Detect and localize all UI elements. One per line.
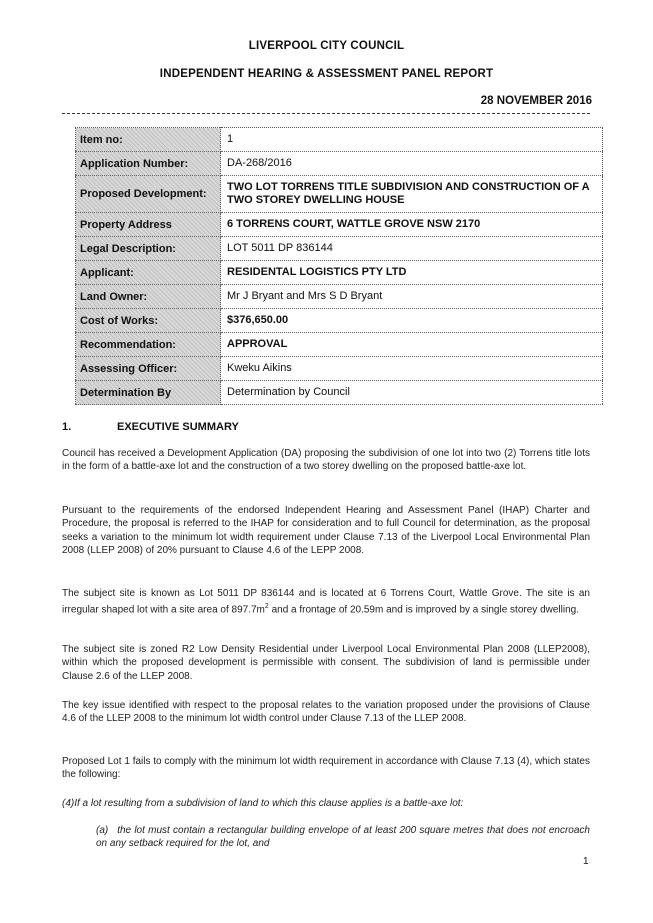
- row-value-legal-description: LOT 5011 DP 836144: [221, 237, 603, 261]
- table-row: [76, 213, 603, 237]
- clause-subitem-label: (a): [96, 825, 109, 836]
- row-label-applicant: Applicant:: [76, 261, 221, 285]
- row-label-item-no: Item no:: [76, 128, 221, 152]
- application-info-table: [75, 127, 603, 405]
- site-text-start: The subject site is known as Lot 5011 DP 836144 and is located at 6 Torrens Court, Wattle Grove. The site is an irregular shaped lot with a site area of 897.7m: [62, 588, 590, 616]
- paragraph-application-summary: Council has received a Development Application (DA) proposing the subdivision of one lot into two (2) Torrens title lots in the form of a battle-axe lot and the construction of a two storey dwelling on the proposed battle-axe lot.: [62, 448, 590, 473]
- row-value-cost-of-works: $376,650.00: [221, 309, 603, 333]
- paragraph-key-issue: The key issue identified with respect to the proposal relates to the variation proposed under the provisions of Clause 4.6 of the LLEP 2008 to the minimum lot width control under Clause 7.13 of the LLEP 2008.: [62, 700, 590, 725]
- section-title: EXECUTIVE SUMMARY: [117, 421, 239, 433]
- table-row: [76, 261, 603, 285]
- row-value-determination-by: Determination by Council: [221, 381, 603, 405]
- table-row: [76, 333, 603, 357]
- site-text-end: and a frontage of 20.59m and is improved by a single storey dwelling.: [268, 604, 579, 616]
- section-number: 1.: [62, 421, 72, 433]
- table-row: [76, 309, 603, 333]
- row-label-recommendation: Recommendation:: [76, 333, 221, 357]
- row-label-determination-by: Determination By: [76, 381, 221, 405]
- row-value-assessing-officer: Kweku Aikins: [221, 357, 603, 381]
- header-divider: [62, 113, 590, 114]
- table-row: [76, 285, 603, 309]
- paragraph-lot-width: Proposed Lot 1 fails to comply with the minimum lot width requirement in accordance with Clause 7.13 (4), which states the following:: [62, 756, 590, 781]
- table-row: [76, 128, 603, 152]
- clause-quote: (4)If a lot resulting from a subdivision of land to which this clause applies is a battle-axe lot:: [62, 798, 464, 809]
- section-heading: [62, 421, 239, 433]
- row-value-land-owner: Mr J Bryant and Mrs S D Bryant: [221, 285, 603, 309]
- table-row: [76, 237, 603, 261]
- clause-subitem-text: the lot must contain a rectangular building envelope of at least 200 square metres that does not encroach on any setback required for the lot, and: [96, 825, 590, 850]
- row-label-application-number: Application Number:: [76, 152, 221, 176]
- row-label-land-owner: Land Owner:: [76, 285, 221, 309]
- paragraph-site-description: [62, 587, 590, 617]
- table-row: [76, 381, 603, 405]
- report-date: 28 NOVEMBER 2016: [480, 95, 592, 107]
- paragraph-ihap-referral: Pursuant to the requirements of the endorsed Independent Hearing and Assessment Panel (IHAP) Charter and Procedure, the proposal is referred to the IHAP for consideration and to full Council for determination, as the proposal seeks a variation to the minimum lot width requirement under Clause 7.13 of the Liverpool Local Environmental Plan 2008 (LLEP 2008) of 20% pursuant to Clause 4.6 of the LEPP 2008.: [62, 505, 590, 556]
- row-label-proposed-development: Proposed Development:: [76, 176, 221, 213]
- page-number: 1: [583, 856, 589, 867]
- row-label-property-address: Property Address: [76, 213, 221, 237]
- row-label-legal-description: Legal Description:: [76, 237, 221, 261]
- row-label-assessing-officer: Assessing Officer:: [76, 357, 221, 381]
- table-row: [76, 152, 603, 176]
- paragraph-zoning: The subject site is zoned R2 Low Density Residential under Liverpool Local Environmental Plan 2008 (LLEP2008), within which the proposed development is permissible with consent. The subdivision of land is permissible under Clause 2.6 of the LLEP 2008.: [62, 644, 590, 682]
- row-value-applicant: RESIDENTAL LOGISTICS PTY LTD: [221, 261, 603, 285]
- clause-subitem: [96, 824, 590, 851]
- row-label-cost-of-works: Cost of Works:: [76, 309, 221, 333]
- area-superscript: 2: [264, 603, 269, 611]
- row-value-item-no: 1: [221, 128, 603, 152]
- row-value-application-number: DA-268/2016: [221, 152, 603, 176]
- table-row: [76, 357, 603, 381]
- row-value-proposed-development: TWO LOT TORRENS TITLE SUBDIVISION AND CONSTRUCTION OF A TWO STOREY DWELLING HOUSE: [221, 176, 603, 213]
- report-title: INDEPENDENT HEARING & ASSESSMENT PANEL REPORT: [159, 68, 494, 80]
- table-row: [76, 176, 603, 213]
- council-name: LIVERPOOL CITY COUNCIL: [248, 40, 405, 52]
- row-value-recommendation: APPROVAL: [221, 333, 603, 357]
- row-value-property-address: 6 TORRENS COURT, WATTLE GROVE NSW 2170: [221, 213, 603, 237]
